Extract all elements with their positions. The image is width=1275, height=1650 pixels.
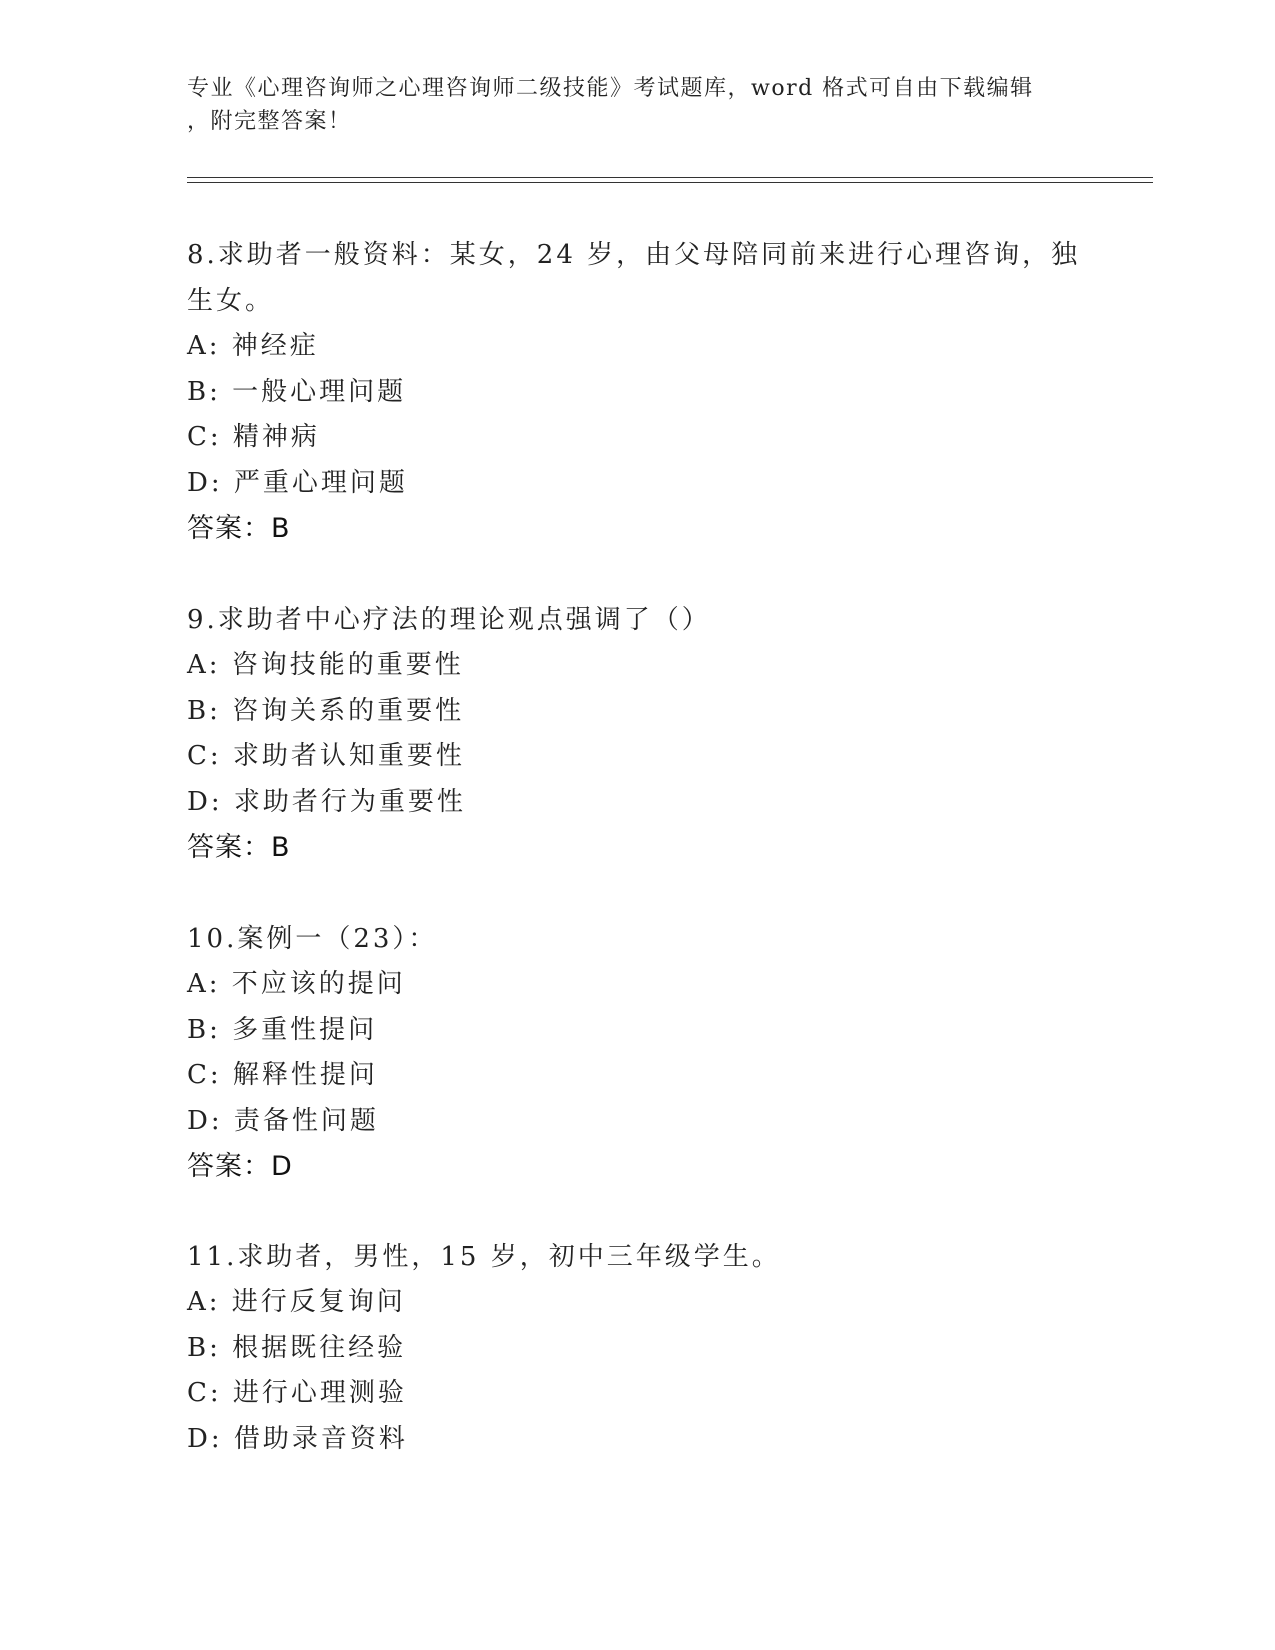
header-rule-top xyxy=(187,177,1153,178)
question-stem-continued: 生女。 xyxy=(187,286,275,316)
option-c: C: 精神病 xyxy=(187,422,320,452)
option-c: C: 解释性提问 xyxy=(187,1060,378,1090)
question-stem: 9.求助者中心疗法的理论观点强调了（） xyxy=(187,605,711,635)
option-a: A: 进行反复询问 xyxy=(187,1287,406,1317)
document-header xyxy=(187,72,1067,138)
question-9 xyxy=(187,597,1087,871)
option-c: C: 进行心理测验 xyxy=(187,1378,407,1408)
option-d: D: 借助录音资料 xyxy=(187,1423,408,1454)
question-stem: 11.求助者，男性，15 岁，初中三年级学生。 xyxy=(187,1242,781,1272)
option-b: B: 根据既往经验 xyxy=(187,1332,407,1363)
question-8 xyxy=(187,232,1087,552)
header-rule-bottom xyxy=(187,182,1153,183)
header-line-2: ，附完整答案！ xyxy=(187,109,352,134)
question-10 xyxy=(187,916,1087,1190)
option-d: D: 严重心理问题 xyxy=(187,467,408,498)
answer: 答案：B xyxy=(187,832,291,863)
option-c: C: 求助者认知重要性 xyxy=(187,741,465,771)
option-a: A: 不应该的提问 xyxy=(187,969,406,999)
option-b: B: 一般心理问题 xyxy=(187,376,407,407)
question-stem: 10.案例一（23）： xyxy=(187,924,438,954)
question-11 xyxy=(187,1234,1087,1462)
option-a: A: 神经症 xyxy=(187,331,319,361)
answer: 答案：B xyxy=(187,513,291,544)
option-b: B: 咨询关系的重要性 xyxy=(187,695,465,726)
option-d: D: 责备性问题 xyxy=(187,1105,379,1136)
answer: 答案：D xyxy=(187,1151,293,1182)
option-b: B: 多重性提问 xyxy=(187,1014,378,1045)
question-stem: 8.求助者一般资料：某女，24 岁，由父母陪同前来进行心理咨询，独 xyxy=(187,240,1081,270)
option-d: D: 求助者行为重要性 xyxy=(187,786,466,817)
option-a: A: 咨询技能的重要性 xyxy=(187,650,464,680)
header-line-1: 专业《心理咨询师之心理咨询师二级技能》考试题库，word 格式可自由下载编辑 xyxy=(187,76,1034,101)
